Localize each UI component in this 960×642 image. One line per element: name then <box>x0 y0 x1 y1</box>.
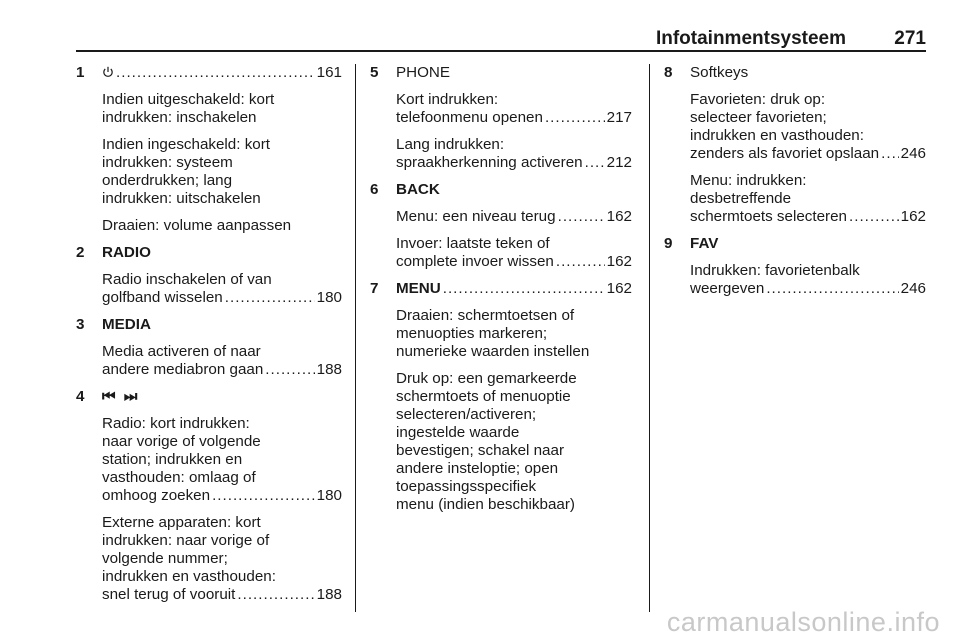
entry-7 <box>370 280 632 514</box>
text-line: indrukken en vasthouden: <box>690 127 864 144</box>
column-1 <box>76 64 342 613</box>
item-number: 7 <box>370 280 379 297</box>
text-line: schermtoets selecteren <box>690 208 848 225</box>
text-line: indrukken en vasthouden: <box>102 568 276 585</box>
paragraph <box>76 217 342 235</box>
paragraph <box>370 235 632 271</box>
text-line: volgende nummer; <box>102 550 228 567</box>
entry-9 <box>664 235 926 298</box>
paragraph <box>370 370 632 514</box>
text-line: menu (indien beschikbaar) <box>396 496 575 513</box>
entry-5 <box>370 64 632 172</box>
paragraph <box>370 91 632 127</box>
prev-next-icon: ⏮ ⏭ <box>102 388 140 405</box>
item-number: 2 <box>76 244 85 261</box>
text-line: indrukken: inschakelen <box>102 109 257 126</box>
page-ref: 162 <box>606 280 632 297</box>
item-label: MEDIA <box>102 316 151 333</box>
page-ref: 162 <box>606 208 632 225</box>
page-ref: 180 <box>316 487 342 504</box>
text-line: spraakherkenning activeren <box>396 154 583 171</box>
paragraph <box>370 208 632 226</box>
text-line: Radio inschakelen of van <box>102 271 272 288</box>
text-line: naar vorige of volgende <box>102 433 261 450</box>
text-line: andere mediabron gaan <box>102 361 264 378</box>
page-title: Infotainmentsysteem <box>655 28 846 49</box>
column-3 <box>664 64 926 307</box>
dot-leader <box>585 154 605 172</box>
paragraph <box>664 172 926 226</box>
dot-leader <box>849 208 899 226</box>
entry-3 <box>76 316 342 379</box>
page-ref: 188 <box>316 361 342 378</box>
item-label: BACK <box>396 181 440 198</box>
text-line: schermtoets of menuoptie <box>396 388 571 405</box>
text-line: indrukken: uitschakelen <box>102 190 261 207</box>
text-line: indrukken: systeem <box>102 154 233 171</box>
item-label: FAV <box>690 235 719 252</box>
power-icon <box>102 64 114 82</box>
text-line: omhoog zoeken <box>102 487 211 504</box>
text-line: bevestigen; schakel naar <box>396 442 565 459</box>
page-ref: 188 <box>316 586 342 603</box>
paragraph <box>76 136 342 208</box>
item-label: PHONE <box>396 64 451 81</box>
text-line: selecteer favorieten; <box>690 109 827 126</box>
text-line: weergeven <box>690 280 765 297</box>
page-ref: 212 <box>606 154 632 171</box>
text-line: selecteren/activeren; <box>396 406 537 423</box>
text-line: andere insteloptie; open <box>396 460 559 477</box>
text-line: Indrukken: favorietenbalk <box>690 262 860 279</box>
text-line: ingestelde waarde <box>396 424 520 441</box>
text-line: Media activeren of naar <box>102 343 261 360</box>
text-line: menuopties markeren; <box>396 325 548 342</box>
text-line: vasthouden: omlaag of <box>102 469 256 486</box>
dot-leader <box>556 253 605 271</box>
entry-8 <box>664 64 926 226</box>
text-line: indrukken: naar vorige of <box>102 532 270 549</box>
entry-1 <box>76 64 342 235</box>
page-ref: 162 <box>900 208 926 225</box>
text-line: Draaien: schermtoetsen of <box>396 307 575 324</box>
dot-leader <box>766 280 898 298</box>
column-divider <box>649 64 650 612</box>
paragraph <box>76 415 342 505</box>
text-line: Kort indrukken: <box>396 91 499 108</box>
item-number: 4 <box>76 388 85 405</box>
text-line: telefoonmenu openen <box>396 109 543 126</box>
text-line: Druk op: een gemarkeerde <box>396 370 577 387</box>
dot-leader <box>558 208 605 226</box>
column-2 <box>370 64 632 523</box>
dot-leader <box>545 109 605 127</box>
dot-leader <box>116 64 315 82</box>
page-ref: 162 <box>606 253 632 270</box>
paragraph <box>370 136 632 172</box>
item-number: 3 <box>76 316 85 333</box>
page-number: 271 <box>894 28 926 49</box>
page-header <box>76 24 926 52</box>
item-number: 9 <box>664 235 673 252</box>
item-label: Softkeys <box>690 64 749 81</box>
item-label: MENU <box>396 280 441 297</box>
text-line: golfband wisselen <box>102 289 223 306</box>
text-line: toepassingsspecifiek <box>396 478 537 495</box>
paragraph <box>664 91 926 163</box>
page-ref: 180 <box>316 289 342 306</box>
text-line: snel terug of vooruit <box>102 586 236 603</box>
dot-leader <box>212 487 315 505</box>
dot-leader <box>237 586 314 604</box>
paragraph <box>76 343 342 379</box>
item-number: 8 <box>664 64 673 81</box>
dot-leader <box>881 145 899 163</box>
text-line: Menu: indrukken: <box>690 172 807 189</box>
dot-leader <box>225 289 315 307</box>
paragraph <box>76 271 342 307</box>
item-number: 5 <box>370 64 379 81</box>
paragraph <box>76 514 342 604</box>
page-ref: 246 <box>900 145 926 162</box>
text-line: Draaien: volume aanpassen <box>102 217 292 234</box>
text-line: Indien uitgeschakeld: kort <box>102 91 275 108</box>
text-line: zenders als favoriet opslaan <box>690 145 880 162</box>
text-line: Lang indrukken: <box>396 136 505 153</box>
text-line: Favorieten: druk op: <box>690 91 826 108</box>
item-number: 1 <box>76 64 85 81</box>
page-ref: 246 <box>900 280 926 297</box>
text-line: station; indrukken en <box>102 451 243 468</box>
dot-leader <box>265 361 314 379</box>
column-divider <box>355 64 356 612</box>
entry-6 <box>370 181 632 271</box>
text-line: Menu: een niveau terug <box>396 208 556 225</box>
paragraph <box>370 307 632 361</box>
watermark: carmanualsonline.info <box>666 607 940 637</box>
item-label: RADIO <box>102 244 151 261</box>
text-line: Indien ingeschakeld: kort <box>102 136 271 153</box>
text-line: Radio: kort indrukken: <box>102 415 250 432</box>
dot-leader <box>443 280 605 298</box>
text-line: Invoer: laatste teken of <box>396 235 550 252</box>
page-ref: 161 <box>316 64 342 81</box>
text-line: complete invoer wissen <box>396 253 554 270</box>
text-line: onderdrukken; lang <box>102 172 233 189</box>
item-number: 6 <box>370 181 379 198</box>
text-line: numerieke waarden instellen <box>396 343 590 360</box>
entry-4 <box>76 388 342 604</box>
text-line: desbetreffende <box>690 190 792 207</box>
paragraph <box>664 262 926 298</box>
paragraph <box>76 91 342 127</box>
text-line: Externe apparaten: kort <box>102 514 261 531</box>
entry-2 <box>76 244 342 307</box>
page-ref: 217 <box>606 109 632 126</box>
